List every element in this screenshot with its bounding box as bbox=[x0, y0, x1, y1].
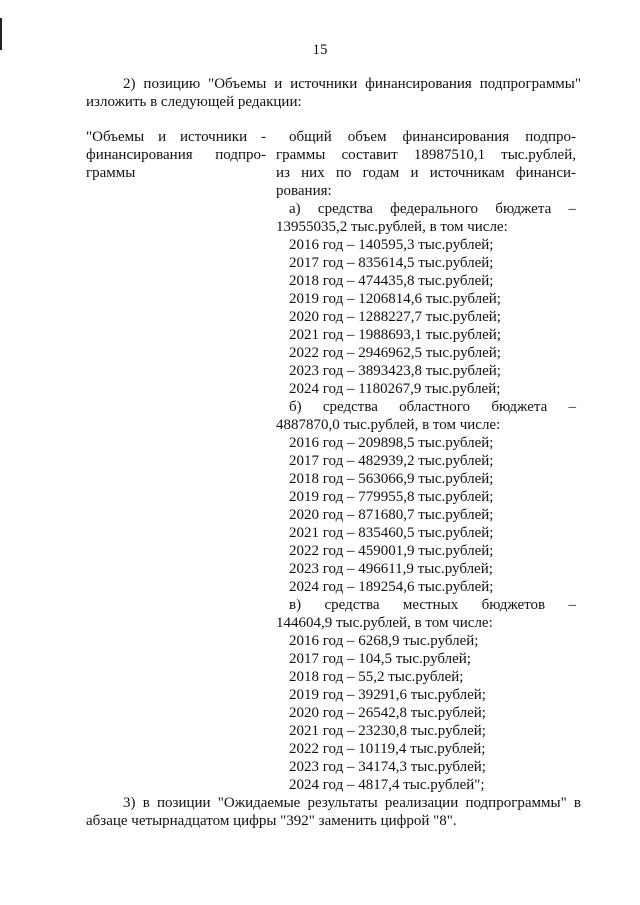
federal-budget-head: а) средства федерального бюджета – bbox=[289, 201, 576, 217]
local-budget-head: в) средства местных бюджетов – bbox=[289, 597, 576, 613]
position-title-line: граммы bbox=[86, 165, 136, 181]
financing-details bbox=[276, 128, 576, 794]
year-line: 2017 год – 835614,5 тыс.рублей; bbox=[289, 255, 494, 271]
intro-line: граммы составит 18987510,1 тыс.рублей, bbox=[276, 147, 576, 163]
page-number: 15 bbox=[312, 42, 328, 58]
federal-budget-total: 13955035,2 тыс.рублей, в том числе: bbox=[276, 219, 508, 235]
regional-budget-total: 4887870,0 тыс.рублей, в том числе: bbox=[276, 417, 501, 433]
year-line: 2024 год – 4817,4 тыс.рублей"; bbox=[289, 777, 485, 793]
regional-budget-head: б) средства областного бюджета – bbox=[289, 399, 576, 415]
year-line: 2022 год – 459001,9 тыс.рублей; bbox=[289, 543, 494, 559]
year-line: 2018 год – 563066,9 тыс.рублей; bbox=[289, 471, 494, 487]
intro-line: из них по годам и источникам финанси- bbox=[276, 165, 576, 181]
year-line: 2016 год – 140595,3 тыс.рублей; bbox=[289, 237, 494, 253]
year-line: 2018 год – 55,2 тыс.рублей; bbox=[289, 669, 464, 685]
intro-line: рования: bbox=[276, 183, 332, 199]
year-line: 2019 год – 779955,8 тыс.рублей; bbox=[289, 489, 494, 505]
intro-line: общий объем финансирования подпро- bbox=[289, 129, 576, 145]
year-line: 2018 год – 474435,8 тыс.рублей; bbox=[289, 273, 494, 289]
year-line: 2020 год – 1288227,7 тыс.рублей; bbox=[289, 309, 501, 325]
position-title-line: финансирования подпро- bbox=[86, 147, 266, 163]
year-line: 2023 год – 34174,3 тыс.рублей; bbox=[289, 759, 486, 775]
year-line: 2023 год – 496611,9 тыс.рублей; bbox=[289, 561, 493, 577]
year-line: 2023 год – 3893423,8 тыс.рублей; bbox=[289, 363, 501, 379]
year-line: 2020 год – 871680,7 тыс.рублей; bbox=[289, 507, 494, 523]
year-line: 2021 год – 1988693,1 тыс.рублей; bbox=[289, 327, 501, 343]
position-title-line: "Объемы и источники - bbox=[86, 129, 266, 145]
year-line: 2019 год – 39291,6 тыс.рублей; bbox=[289, 687, 486, 703]
year-line: 2024 год – 189254,6 тыс.рублей; bbox=[289, 579, 494, 595]
year-line: 2020 год – 26542,8 тыс.рублей; bbox=[289, 705, 486, 721]
local-budget-total: 144604,9 тыс.рублей, в том числе: bbox=[276, 615, 493, 631]
year-line: 2016 год – 6268,9 тыс.рублей; bbox=[289, 633, 479, 649]
year-line: 2021 год – 835460,5 тыс.рублей; bbox=[289, 525, 494, 541]
year-line: 2022 год – 10119,4 тыс.рублей; bbox=[289, 741, 486, 757]
year-line: 2024 год – 1180267,9 тыс.рублей; bbox=[289, 381, 501, 397]
paragraph-item-3: 3) в позиции "Ожидаемые результаты реализации подпрограммы" в абзаце четырнадцатом цифры "392" заменить цифрой "8". bbox=[86, 795, 581, 829]
year-line: 2021 год – 23230,8 тыс.рублей; bbox=[289, 723, 486, 739]
year-line: 2022 год – 2946962,5 тыс.рублей; bbox=[289, 345, 501, 361]
position-title bbox=[86, 128, 266, 182]
paragraph-item-2: 2) позицию "Объемы и источники финансирования подпрограммы" изложить в следующей редакции: bbox=[86, 76, 581, 110]
year-line: 2019 год – 1206814,6 тыс.рублей; bbox=[289, 291, 501, 307]
year-line: 2017 год – 482939,2 тыс.рублей; bbox=[289, 453, 494, 469]
year-line: 2016 год – 209898,5 тыс.рублей; bbox=[289, 435, 494, 451]
year-line: 2017 год – 104,5 тыс.рублей; bbox=[289, 651, 471, 667]
